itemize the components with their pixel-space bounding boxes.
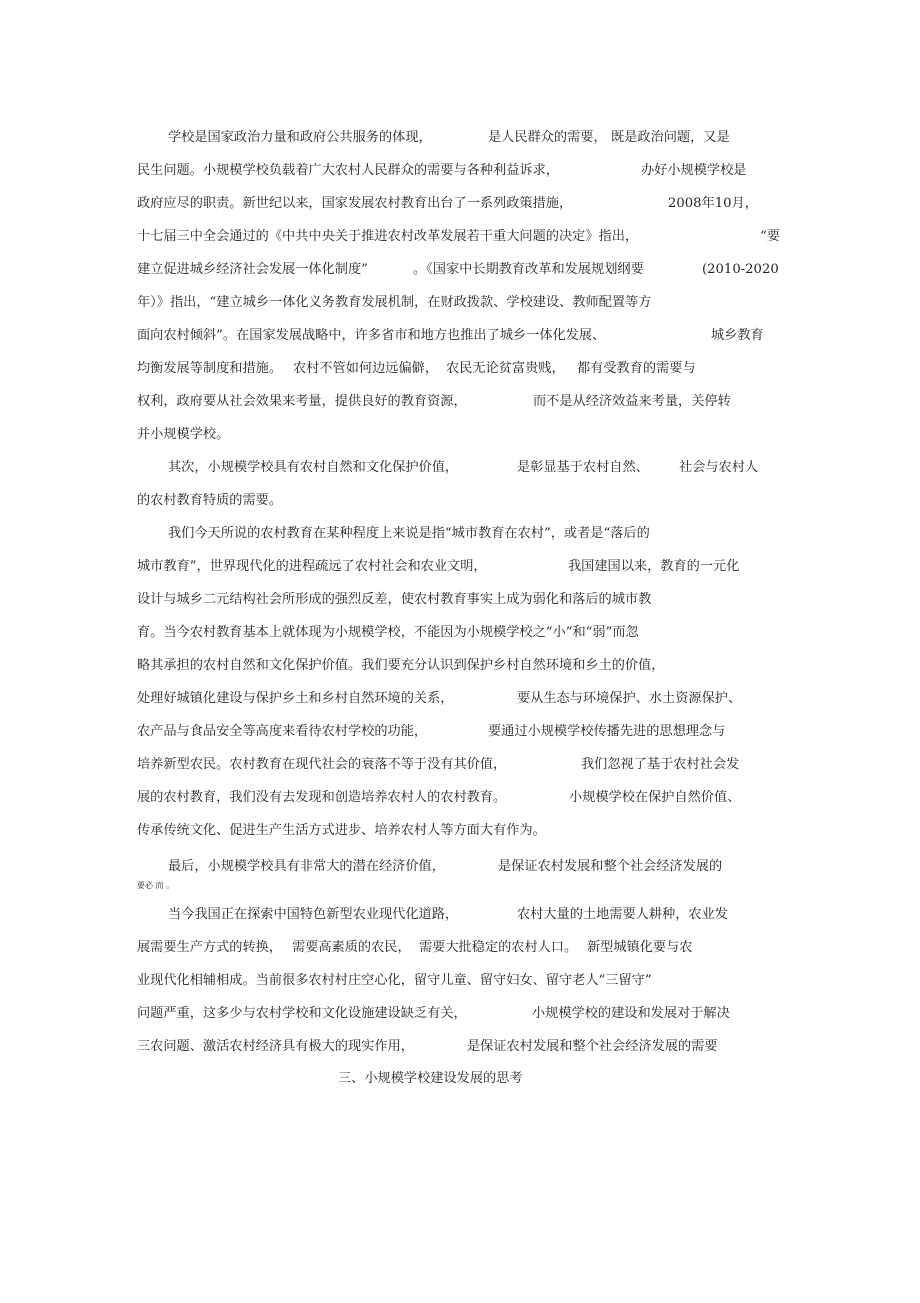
text-segment: 都有受教育的需要与 (577, 361, 696, 376)
text-segment: 需要大批稳定的农村人口。 (419, 940, 578, 955)
text-segment: 农产品与食品安全等高度来看待农村学校的功能， (137, 724, 428, 739)
text-segment: 政府应尽的职责。新世纪以来，国家发展农村教育出台了一系列政策措施， (137, 196, 573, 211)
text-segment: 问题严重，这多少与农村学校和文化设施建设缺乏有关， (137, 1006, 467, 1021)
text-segment: 面向农村倾斜”。在国家发展战略中，许多省市和地方也推出了城乡一体化发展、 (137, 328, 606, 343)
text-segment: 城乡教育 (711, 328, 764, 343)
text-segment: 农民无论贫富贵贱， (446, 361, 565, 376)
text-segment: 设计与城乡二元结构社会所形成的强烈反差，使农村教育事实上成为弱化和落后的城市教 (137, 592, 652, 607)
text-segment: 我们忽视了基于农村社会发 (581, 757, 740, 772)
text-segment: 其次，小规模学校具有农村自然和文化保护价值， (168, 460, 459, 475)
text-segment: 业现代化相辅相成。当前很多农村村庄空心化，留守儿童、留守妇女、留守老人“三留守” (137, 973, 652, 988)
text-segment: 育。当今农村教育基本上就体现为小规模学校，不能因为小规模学校之“小”和“弱”而忽 (137, 625, 639, 640)
text-segment: 新型城镇化要与农 (587, 940, 693, 955)
text-segment: 要必 而 。 (137, 881, 175, 890)
text-segment: 小规模学校在保护自然价值、 (569, 790, 741, 805)
text-segment: 建立促进城乡经济社会发展一体化制度” (137, 262, 368, 277)
text-segment: 而不是从经济效益来考量，关停转 (533, 394, 731, 409)
text-segment: 展的农村教育，我们没有去发现和创造培养农村人的农村教育。 (137, 790, 507, 805)
text-segment: 的农村教育特质的需要。 (137, 493, 283, 508)
text-segment: 农村不管如何边远偏僻， (293, 361, 439, 376)
text-segment: 小规模学校的建设和发展对于解决 (532, 1006, 730, 1021)
text-segment: 农村大量的土地需要人耕种，农业发 (517, 907, 728, 922)
text-segment: 城市教育”，世界现代化的进程疏远了农村社会和农业文明， (137, 559, 487, 574)
text-segment: 处理好城镇化建设与保护乡土和乡村自然环境的关系， (137, 691, 454, 706)
text-segment: 既是政治问题，又是 (611, 130, 730, 145)
text-segment: 学校是国家政治力量和政府公共服务的体现， (168, 130, 432, 145)
text-segment: 展需要生产方式的转换， (137, 940, 283, 955)
text-segment: 当今我国正在探索中国特色新型农业现代化道路， (168, 907, 459, 922)
text-segment: 十七届三中全会通过的《中共中央关于推进农村改革发展若干重大问题的决定》指出， (137, 229, 639, 244)
text-segment: 民生问题。小规模学校负载着广大农村人民群众的需要与各种利益诉求， (137, 163, 559, 178)
text-segment: 我国建国以来，教育的一元化 (568, 559, 740, 574)
text-segment: 需要高素质的农民， (292, 940, 411, 955)
text-segment: 是保证农村发展和整个社会经济发展的 (498, 859, 723, 874)
text-segment: 要通过小规模学校传播先进的思想理念与 (488, 724, 726, 739)
text-segment: 。《国家中长期教育改革和发展规划纲要 (413, 262, 644, 277)
text-segment: 均衡发展等制度和措施。 (137, 361, 283, 376)
text-segment: 略其承担的农村自然和文化保护价值。我们要充分认识到保护乡村自然环境和乡土的价值， (137, 658, 665, 673)
text-segment: 办好小规模学校是 (641, 163, 747, 178)
text-segment: 三农问题、激活农村经济具有极大的现实作用， (137, 1039, 414, 1054)
text-segment: 要从生态与环境保护、水土资源保护、 (517, 691, 742, 706)
text-segment: “要 (760, 229, 780, 244)
text-segment: 培养新型农民。农村教育在现代社会的衰落不等于没有其价值， (137, 757, 507, 772)
text-segment: 2008年10月， (668, 196, 758, 211)
text-segment: 是保证农村发展和整个社会经济发展的需要 (467, 1039, 718, 1054)
text-segment: 是彰显基于农村自然、 (517, 460, 649, 475)
text-segment: 最后，小规模学校具有非常大的潜在经济价值， (168, 859, 445, 874)
text-segment: 传承传统文化、促进生产生活方式进步、培养农村人等方面大有作为。 (137, 823, 546, 838)
text-segment: 并小规模学校。 (137, 427, 230, 442)
text-segment: 权利，政府要从社会效果来考量，提供良好的教育资源， (137, 394, 467, 409)
text-segment: 我们今天所说的农村教育在某种程度上来说是指“城市教育在农村”，或者是“落后的 (168, 526, 650, 541)
text-segment: 年）》指出，“建立城乡一体化义务教育发展机制，在财政拨款、学校建设、教师配置等方 (137, 295, 652, 310)
text-segment: (2010-2020 (702, 262, 779, 277)
text-segment: 是人民群众的需要， (488, 130, 607, 145)
section-heading-text: 三、小规模学校建设发展的思考 (338, 1071, 523, 1086)
text-segment: 社会与农村人 (679, 460, 759, 475)
